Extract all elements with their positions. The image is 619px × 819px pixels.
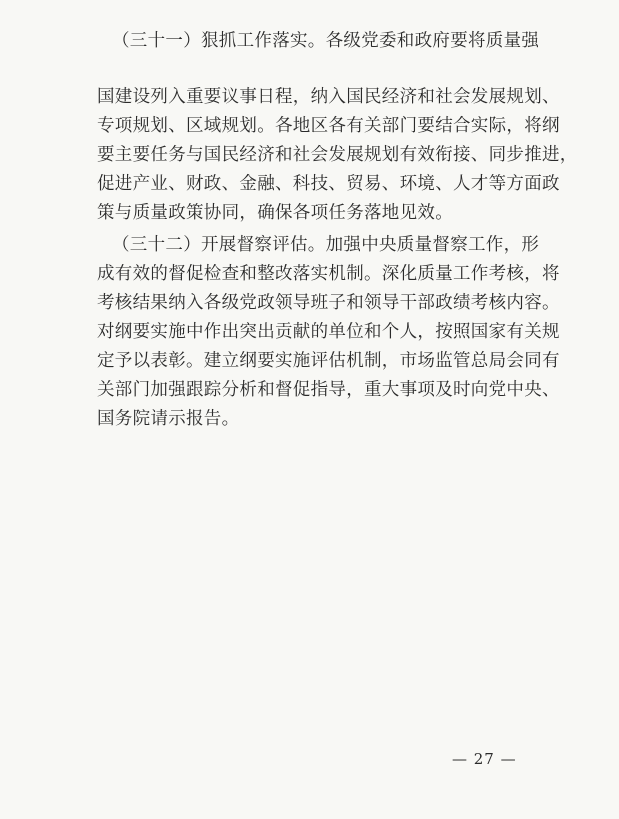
paragraph-2-line-2: 成有效的督促检查和整改落实机制。深化质量工作考核，将 xyxy=(97,264,560,284)
paragraph-1-line-1: （三十一）狠抓工作落实。各级党委和政府要将质量强 xyxy=(112,31,540,51)
paragraph-1-line-2: 国建设列入重要议事日程，纳入国民经济和社会发展规划、 xyxy=(97,87,560,107)
paragraph-2-line-4: 对纲要实施中作出突出贡献的单位和个人，按照国家有关规 xyxy=(97,322,560,342)
paragraph-2-line-3: 考核结果纳入各级党政领导班子和领导干部政绩考核内容。 xyxy=(97,293,560,313)
paragraph-1-line-5: 促进产业、财政、金融、科技、贸易、环境、人才等方面政 xyxy=(97,174,560,194)
paragraph-1-line-4: 要主要任务与国民经济和社会发展规划有效衔接、同步推进， xyxy=(97,145,578,165)
paragraph-2-line-7: 国务院请示报告。 xyxy=(97,409,240,429)
paragraph-1-line-3: 专项规划、区域规划。各地区各有关部门要结合实际，将纲 xyxy=(97,116,560,136)
paragraph-2-line-5: 定予以表彰。建立纲要实施评估机制，市场监管总局会同有 xyxy=(97,351,560,371)
page-number: — 27 — xyxy=(452,750,517,768)
paragraph-2-line-6: 关部门加强跟踪分析和督促指导，重大事项及时向党中央、 xyxy=(97,380,560,400)
paragraph-1-line-6: 策与质量政策协同，确保各项任务落地见效。 xyxy=(97,203,453,223)
paragraph-2-line-1: （三十二）开展督察评估。加强中央质量督察工作，形 xyxy=(112,235,540,255)
